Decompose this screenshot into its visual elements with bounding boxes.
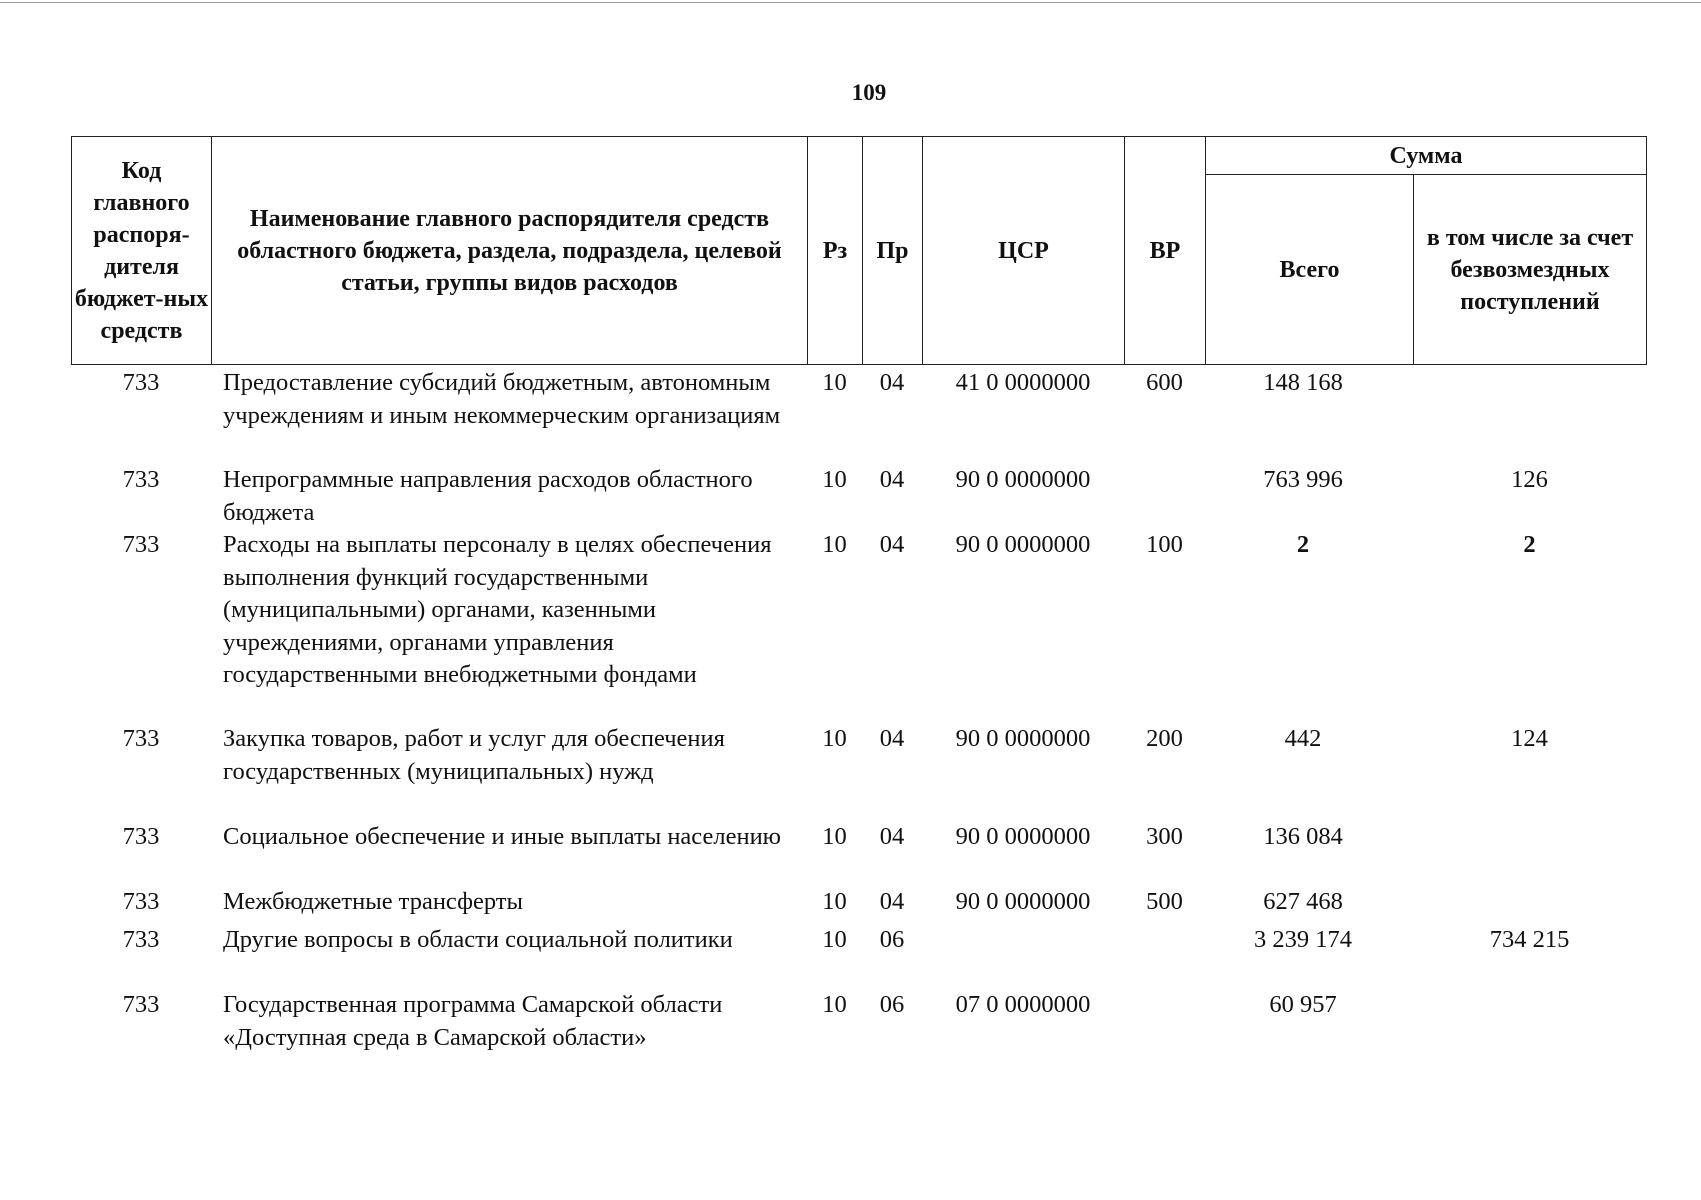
cell-incl: [1413, 367, 1646, 464]
header-rz: Рз: [808, 137, 863, 365]
cell-csr: 90 0 0000000: [955, 888, 1091, 915]
cell-code: 733: [122, 991, 160, 1018]
cell-code: 733: [122, 926, 160, 953]
cell-vr: 500: [1146, 888, 1183, 915]
cell-incl: 126: [1511, 466, 1548, 493]
table-row: [71, 464, 1646, 529]
cell-incl: [1413, 821, 1646, 886]
cell-rz: 10: [822, 369, 847, 396]
header-csr: ЦСР: [923, 137, 1125, 365]
cell-name: Другие вопросы в области социальной политики: [223, 926, 733, 953]
cell-vr: 300: [1146, 823, 1183, 850]
cell-total: 3 239 174: [1254, 926, 1352, 953]
cell-vr: [1124, 924, 1205, 989]
cell-pr: 06: [879, 926, 905, 953]
cell-rz: 10: [822, 725, 847, 752]
cell-name: Непрограммные направления расходов областного бюджета: [223, 466, 753, 526]
table-row: [71, 821, 1646, 886]
cell-csr: 90 0 0000000: [955, 466, 1091, 493]
cell-vr: 600: [1146, 369, 1183, 396]
cell-code: 733: [122, 466, 160, 493]
cell-rz: 10: [822, 991, 847, 1018]
cell-vr: 200: [1146, 725, 1183, 752]
cell-incl: 734 215: [1489, 926, 1570, 953]
cell-total: 60 957: [1269, 991, 1337, 1018]
cell-name: Расходы на выплаты персоналу в целях обеспечения выполнения функций государственными (муниципальными) органами, казенными учреждениями, органами управления государственными внебюджетными фондами: [223, 531, 772, 688]
cell-incl: 124: [1511, 725, 1548, 752]
header-vr: ВР: [1125, 137, 1206, 365]
header-incl: в том числе за счет безвозмездных поступлений: [1414, 175, 1647, 365]
cell-total: 136 084: [1263, 823, 1343, 850]
cell-csr: 90 0 0000000: [955, 531, 1091, 558]
cell-csr: 41 0 0000000: [955, 369, 1091, 396]
cell-pr: 04: [879, 369, 905, 396]
cell-code: 733: [122, 531, 160, 558]
cell-total: 442: [1284, 725, 1322, 752]
cell-name: Социальное обеспечение и иные выплаты населению: [223, 823, 781, 850]
cell-rz: 10: [822, 823, 847, 850]
cell-pr: 04: [879, 725, 905, 752]
header-name: Наименование главного распорядителя средств областного бюджета, раздела, подраздела, целевой статьи, группы видов расходов: [212, 137, 808, 365]
cell-code: 733: [122, 369, 160, 396]
cell-total: 2: [1296, 531, 1310, 558]
cell-code: 733: [122, 725, 160, 752]
cell-csr: 90 0 0000000: [955, 823, 1091, 850]
table-body: [71, 367, 1646, 1089]
cell-name: Закупка товаров, работ и услуг для обеспечения государственных (муниципальных) нужд: [223, 725, 725, 785]
cell-pr: 06: [879, 991, 905, 1018]
cell-code: 733: [122, 823, 160, 850]
cell-total: 148 168: [1263, 369, 1343, 396]
table-row: [71, 723, 1646, 821]
cell-pr: 04: [879, 531, 905, 558]
cell-csr: 90 0 0000000: [955, 725, 1091, 752]
cell-name: Государственная программа Самарской области «Доступная среда в Самарской области»: [223, 991, 723, 1051]
cell-incl: [1413, 989, 1646, 1089]
cell-pr: 04: [879, 823, 905, 850]
cell-rz: 10: [822, 466, 847, 493]
cell-total: 763 996: [1263, 466, 1343, 493]
cell-code: 733: [122, 888, 160, 915]
header-code: Код главного распоря-дителя бюджет-ных средств: [72, 137, 212, 365]
table-row: [71, 989, 1646, 1089]
cell-rz: 10: [822, 531, 847, 558]
table-row: [71, 529, 1646, 723]
cell-total: 627 468: [1263, 888, 1343, 915]
cell-vr: 100: [1146, 531, 1183, 558]
cell-incl: 2: [1523, 531, 1536, 558]
cell-incl: [1413, 886, 1646, 924]
page-number: 109: [851, 80, 887, 105]
table-row: [71, 886, 1646, 924]
header-pr: Пр: [863, 137, 923, 365]
cell-pr: 04: [879, 888, 905, 915]
table-header: [71, 136, 1647, 365]
table-row: [71, 924, 1646, 989]
cell-csr: 07 0 0000000: [955, 991, 1091, 1018]
scan-edge-line: [0, 2, 1701, 3]
cell-rz: 10: [822, 926, 847, 953]
cell-vr: [1124, 989, 1205, 1089]
cell-pr: 04: [879, 466, 905, 493]
header-total: Всего: [1206, 175, 1414, 365]
table-row: [71, 367, 1646, 464]
header-sum: Сумма: [1206, 137, 1647, 175]
cell-name: Межбюджетные трансферты: [223, 888, 523, 915]
cell-vr: [1124, 464, 1205, 529]
cell-name: Предоставление субсидий бюджетным, автономным учреждениям и иным некоммерческим организациям: [223, 369, 781, 429]
cell-csr: [922, 924, 1124, 989]
cell-rz: 10: [822, 888, 847, 915]
